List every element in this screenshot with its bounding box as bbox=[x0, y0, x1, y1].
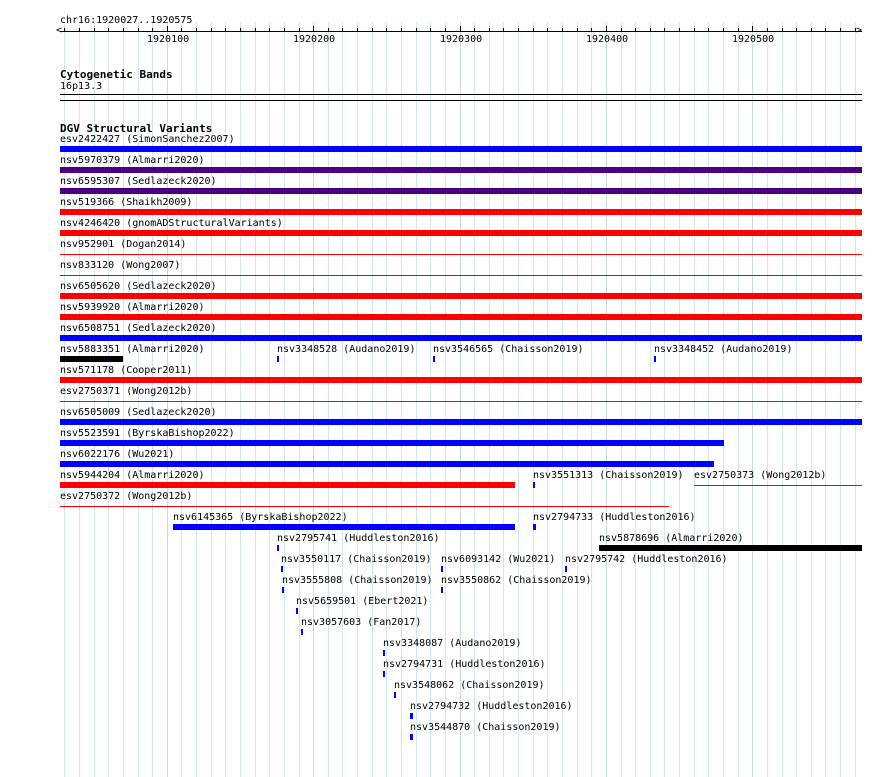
variant-bar[interactable] bbox=[60, 167, 862, 173]
ruler-tick bbox=[621, 28, 622, 32]
variant-label[interactable]: esv2750372 (Wong2012b) bbox=[60, 491, 193, 502]
grid-line bbox=[591, 22, 592, 777]
variant-label[interactable]: nsv3550117 (Chaisson2019) bbox=[281, 554, 432, 565]
grid-line bbox=[328, 22, 329, 777]
variant-bar[interactable] bbox=[60, 482, 515, 488]
grid-line bbox=[723, 22, 724, 777]
ruler-tick-label: 1920500 bbox=[732, 34, 775, 45]
grid-line bbox=[694, 22, 695, 777]
variant-label[interactable]: nsv6505009 (Sedlazeck2020) bbox=[60, 407, 217, 418]
variant-bar[interactable] bbox=[60, 506, 669, 507]
ruler-tick bbox=[782, 28, 783, 32]
variant-bar[interactable] bbox=[60, 461, 714, 467]
variant-bar[interactable] bbox=[599, 545, 862, 551]
ruler-tick bbox=[445, 28, 446, 32]
variant-label[interactable]: nsv6508751 (Sedlazeck2020) bbox=[60, 323, 217, 334]
variant-label[interactable]: esv2750373 (Wong2012b) bbox=[694, 470, 827, 481]
grid-line bbox=[664, 22, 665, 777]
variant-bar[interactable] bbox=[296, 608, 298, 614]
ruler-tick bbox=[372, 28, 373, 32]
ruler-tick bbox=[577, 28, 578, 32]
grid-line bbox=[782, 22, 783, 777]
ruler-tick bbox=[342, 28, 343, 32]
ruler-tick-label: 1920300 bbox=[440, 34, 483, 45]
variant-label[interactable]: nsv5944204 (Almarri2020) bbox=[60, 470, 205, 481]
grid-line bbox=[372, 22, 373, 777]
variant-label[interactable]: nsv833120 (Wong2007) bbox=[60, 260, 181, 271]
grid-line bbox=[796, 22, 797, 777]
variant-label[interactable]: nsv6093142 (Wu2021) bbox=[441, 554, 556, 565]
variant-bar[interactable] bbox=[694, 485, 862, 486]
ruler-tick bbox=[255, 28, 256, 32]
variant-bar[interactable] bbox=[533, 524, 536, 530]
grid-line bbox=[562, 22, 563, 777]
grid-line bbox=[767, 22, 768, 777]
ruler-tick bbox=[284, 28, 285, 32]
variant-bar[interactable] bbox=[277, 545, 279, 551]
grid-line bbox=[679, 22, 680, 777]
variant-label[interactable]: nsv2795742 (Huddleston2016) bbox=[565, 554, 728, 565]
ruler-tick bbox=[752, 26, 753, 32]
variant-bar[interactable] bbox=[60, 356, 123, 362]
variant-bar[interactable] bbox=[60, 440, 724, 446]
variant-label[interactable]: nsv3548062 (Chaisson2019) bbox=[394, 680, 545, 691]
ruler-tick bbox=[562, 28, 563, 32]
ruler-tick-label: 1920400 bbox=[586, 34, 629, 45]
variant-bar[interactable] bbox=[60, 419, 862, 425]
variant-label[interactable]: nsv571178 (Cooper2011) bbox=[60, 365, 193, 376]
ruler-tick bbox=[416, 28, 417, 32]
variant-bar[interactable] bbox=[433, 356, 435, 362]
variant-bar[interactable] bbox=[565, 566, 567, 572]
grid-line bbox=[284, 22, 285, 777]
variant-label[interactable]: nsv6145365 (ByrskaBishop2022) bbox=[173, 512, 348, 523]
ruler-tick bbox=[825, 28, 826, 32]
variant-label[interactable]: nsv3348452 (Audano2019) bbox=[654, 344, 793, 355]
variant-bar[interactable] bbox=[60, 335, 862, 341]
grid-line bbox=[621, 22, 622, 777]
variant-bar[interactable] bbox=[60, 230, 862, 236]
variant-bar[interactable] bbox=[60, 377, 862, 383]
variant-bar[interactable] bbox=[383, 671, 385, 677]
cytoband-track-title: Cytogenetic Bands bbox=[60, 68, 173, 81]
variant-bar[interactable] bbox=[277, 356, 279, 362]
ruler-tick bbox=[518, 28, 519, 32]
variant-label[interactable]: nsv952901 (Dogan2014) bbox=[60, 239, 187, 250]
variant-label[interactable]: nsv5659501 (Ebert2021) bbox=[296, 596, 429, 607]
cytoband-label[interactable]: 16p13.3 bbox=[60, 81, 103, 92]
variant-bar[interactable] bbox=[394, 692, 396, 698]
ruler-tick bbox=[533, 28, 534, 32]
variant-bar[interactable] bbox=[441, 587, 443, 593]
grid-line bbox=[752, 22, 753, 777]
variant-label[interactable]: nsv519366 (Shaikh2009) bbox=[60, 197, 193, 208]
variant-bar[interactable] bbox=[60, 275, 862, 276]
cytoband-bar-bottom bbox=[60, 100, 862, 101]
variant-bar[interactable] bbox=[60, 401, 862, 402]
ruler-tick bbox=[855, 28, 856, 32]
grid-line bbox=[635, 22, 636, 777]
variant-label[interactable]: nsv2794733 (Huddleston2016) bbox=[533, 512, 696, 523]
ruler-tick bbox=[840, 28, 841, 32]
variant-bar[interactable] bbox=[282, 587, 284, 593]
ruler-tick bbox=[167, 26, 168, 32]
variant-label[interactable]: nsv3551313 (Chaisson2019) bbox=[533, 470, 684, 481]
ruler-tick bbox=[108, 28, 109, 32]
ruler-tick bbox=[694, 28, 695, 32]
grid-line bbox=[313, 22, 314, 777]
ruler-tick bbox=[489, 28, 490, 32]
variant-label[interactable]: nsv2794731 (Huddleston2016) bbox=[383, 659, 546, 670]
variant-label[interactable]: nsv6022176 (Wu2021) bbox=[60, 449, 175, 460]
ruler-tick bbox=[64, 28, 65, 32]
ruler-tick bbox=[152, 28, 153, 32]
variant-bar[interactable] bbox=[533, 482, 535, 488]
variant-label[interactable]: nsv2795741 (Huddleston2016) bbox=[277, 533, 440, 544]
ruler-left-arrow-icon: < bbox=[56, 25, 63, 36]
ruler-tick bbox=[606, 26, 607, 32]
ruler-tick bbox=[240, 28, 241, 32]
variant-bar[interactable] bbox=[60, 209, 862, 215]
ruler-tick bbox=[313, 26, 314, 32]
grid-line bbox=[577, 22, 578, 777]
variant-bar[interactable] bbox=[441, 566, 443, 572]
ruler-tick bbox=[401, 28, 402, 32]
variant-bar[interactable] bbox=[60, 146, 862, 152]
variant-bar[interactable] bbox=[281, 566, 283, 572]
grid-line bbox=[855, 22, 856, 777]
grid-line bbox=[840, 22, 841, 777]
ruler-tick bbox=[79, 28, 80, 32]
variant-label[interactable]: nsv4246420 (gnomADStructuralVariants) bbox=[60, 218, 283, 229]
variant-label[interactable]: nsv3546565 (Chaisson2019) bbox=[433, 344, 584, 355]
ruler-tick bbox=[196, 28, 197, 32]
variant-label[interactable]: esv2750371 (Wong2012b) bbox=[60, 386, 193, 397]
grid-line bbox=[342, 22, 343, 777]
ruler-tick bbox=[386, 28, 387, 32]
ruler-tick bbox=[796, 28, 797, 32]
variant-label[interactable]: nsv6505620 (Sedlazeck2020) bbox=[60, 281, 217, 292]
grid-line bbox=[547, 22, 548, 777]
ruler-tick bbox=[299, 28, 300, 32]
ruler-tick bbox=[123, 28, 124, 32]
grid-line bbox=[738, 22, 739, 777]
ruler-right-arrow-icon: > bbox=[856, 25, 863, 36]
ruler-tick bbox=[269, 28, 270, 32]
variant-label[interactable]: nsv3555808 (Chaisson2019) bbox=[282, 575, 433, 586]
variant-label[interactable]: nsv5970379 (Almarri2020) bbox=[60, 155, 205, 166]
ruler-tick bbox=[650, 28, 651, 32]
ruler-tick-label: 1920200 bbox=[293, 34, 336, 45]
ruler-tick bbox=[679, 28, 680, 32]
ruler-tick bbox=[664, 28, 665, 32]
ruler-tick bbox=[225, 28, 226, 32]
variant-label[interactable]: nsv3544870 (Chaisson2019) bbox=[410, 722, 561, 733]
variant-label[interactable]: nsv5939920 (Almarri2020) bbox=[60, 302, 205, 313]
ruler-tick bbox=[460, 26, 461, 32]
variant-label[interactable]: nsv3348087 (Audano2019) bbox=[383, 638, 522, 649]
variant-bar[interactable] bbox=[60, 188, 862, 194]
variant-label[interactable]: nsv3348528 (Audano2019) bbox=[277, 344, 416, 355]
dgv-track-title: DGV Structural Variants bbox=[60, 122, 213, 135]
ruler-tick bbox=[635, 28, 636, 32]
variant-label[interactable]: esv2422427 (SimonSanchez2007) bbox=[60, 134, 235, 145]
ruler-tick bbox=[591, 28, 592, 32]
ruler-tick bbox=[738, 28, 739, 32]
variant-label[interactable]: nsv5883351 (Almarri2020) bbox=[60, 344, 205, 355]
variant-label[interactable]: nsv3550862 (Chaisson2019) bbox=[441, 575, 592, 586]
grid-line bbox=[240, 22, 241, 777]
grid-line bbox=[708, 22, 709, 777]
grid-line bbox=[269, 22, 270, 777]
variant-bar[interactable] bbox=[173, 524, 515, 530]
variant-bar[interactable] bbox=[383, 650, 385, 656]
ruler-tick bbox=[430, 28, 431, 32]
cytoband-bar-top bbox=[60, 94, 862, 95]
variant-label[interactable]: nsv5523591 (ByrskaBishop2022) bbox=[60, 428, 235, 439]
ruler-tick bbox=[94, 28, 95, 32]
variant-bar[interactable] bbox=[60, 314, 862, 320]
ruler-tick bbox=[357, 28, 358, 32]
variant-label[interactable]: nsv2794732 (Huddleston2016) bbox=[410, 701, 573, 712]
variant-bar[interactable] bbox=[60, 293, 862, 299]
ruler-tick bbox=[328, 28, 329, 32]
ruler-tick bbox=[708, 28, 709, 32]
ruler-tick bbox=[138, 28, 139, 32]
ruler-tick bbox=[181, 28, 182, 32]
ruler-tick bbox=[811, 28, 812, 32]
ruler-tick bbox=[503, 28, 504, 32]
variant-bar[interactable] bbox=[654, 356, 656, 362]
variant-bar[interactable] bbox=[60, 254, 862, 255]
grid-line bbox=[825, 22, 826, 777]
variant-label[interactable]: nsv5878696 (Almarri2020) bbox=[599, 533, 744, 544]
ruler-tick bbox=[211, 28, 212, 32]
ruler-tick bbox=[474, 28, 475, 32]
variant-label[interactable]: nsv3057603 (Fan2017) bbox=[301, 617, 422, 628]
grid-line bbox=[299, 22, 300, 777]
region-label: chr16:1920027..1920575 bbox=[60, 15, 193, 26]
grid-line bbox=[255, 22, 256, 777]
grid-line bbox=[650, 22, 651, 777]
grid-line bbox=[606, 22, 607, 777]
grid-line bbox=[811, 22, 812, 777]
variant-bar[interactable] bbox=[410, 734, 413, 740]
ruler-tick-label: 1920100 bbox=[147, 34, 190, 45]
variant-bar[interactable] bbox=[301, 629, 303, 635]
grid-line bbox=[357, 22, 358, 777]
ruler-tick bbox=[767, 28, 768, 32]
variant-bar[interactable] bbox=[410, 713, 413, 719]
variant-label[interactable]: nsv6595307 (Sedlazeck2020) bbox=[60, 176, 217, 187]
ruler-tick bbox=[547, 28, 548, 32]
ruler-tick bbox=[723, 28, 724, 32]
